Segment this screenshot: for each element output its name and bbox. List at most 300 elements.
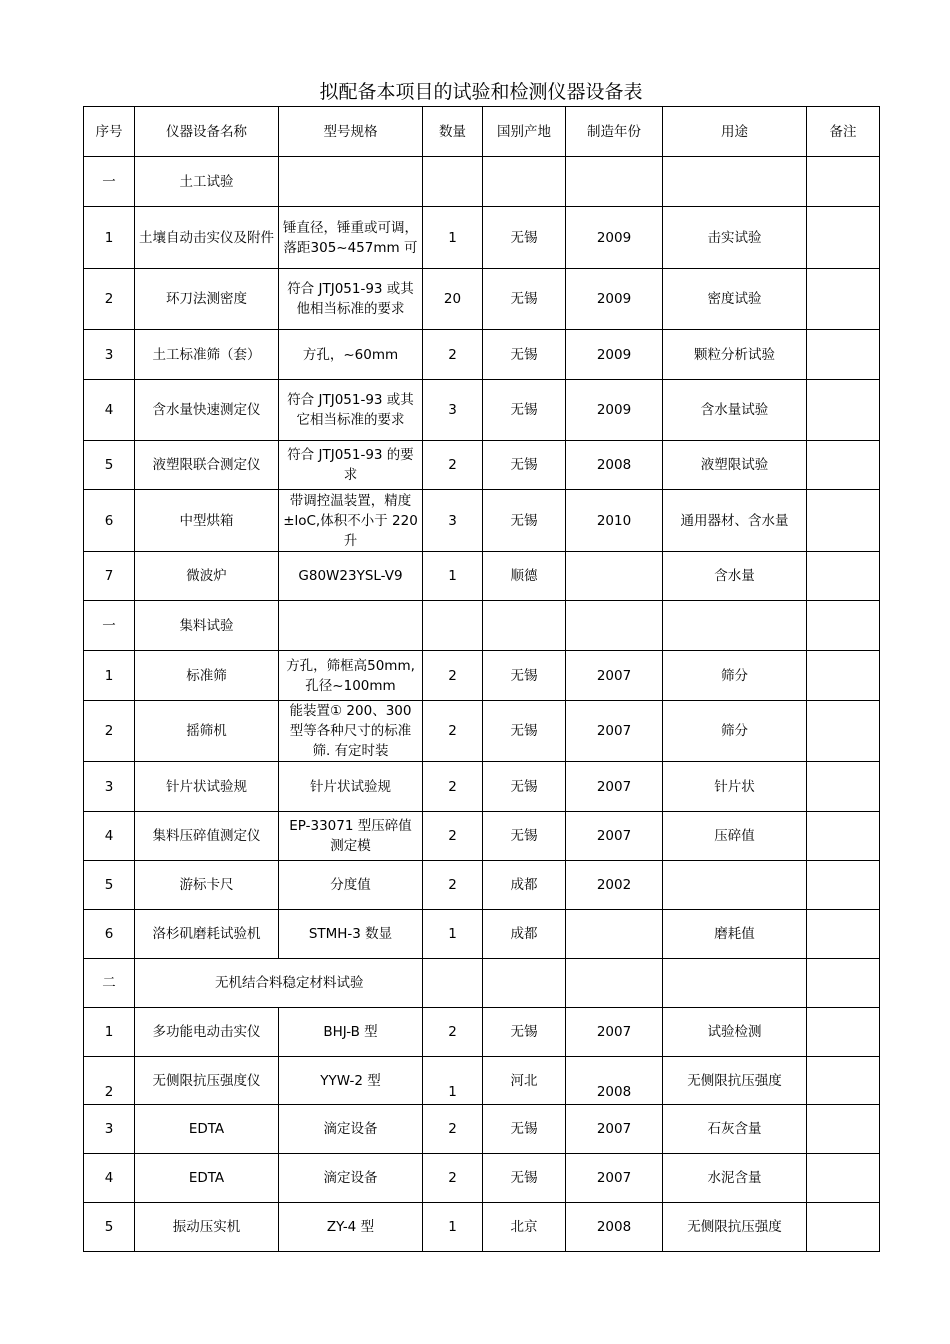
cell-qty-text: 1: [448, 568, 457, 584]
cell-name: [135, 651, 279, 701]
cell-qty-text: 2: [448, 1024, 457, 1040]
cell-use-text: 密度试验: [707, 291, 762, 307]
cell-qty-text: 2: [448, 667, 457, 684]
cell-no: [84, 1105, 135, 1154]
cell-qty: [423, 910, 483, 959]
cell-use: [663, 1203, 807, 1252]
empty-cell: [483, 601, 566, 651]
cell-spec-text: 符合 JTJ051-93 或其它相当标准的要求: [287, 392, 414, 428]
cell-no: [84, 1057, 135, 1105]
cell-name-text: 土工标准筛（套）: [152, 346, 261, 363]
cell-use-text: 无侧限抗压强度: [687, 1072, 782, 1089]
cell-year: [566, 701, 663, 762]
empty-cell: [423, 959, 483, 1008]
cell-origin: [483, 269, 566, 330]
cell-spec: [279, 701, 423, 762]
cell-year: [566, 441, 663, 490]
table-row: [84, 330, 880, 380]
cell-year: [566, 207, 663, 269]
cell-use-text: 液塑限试验: [700, 457, 769, 473]
cell-note: [807, 552, 880, 601]
cell-qty: [423, 330, 483, 380]
cell-year: [566, 861, 663, 910]
cell-origin-text: 无锡: [510, 1121, 538, 1137]
cell-qty: [423, 269, 483, 330]
header-cell-name: 仪器设备名称: [135, 107, 279, 157]
cell-qty-text: 2: [448, 828, 457, 844]
cell-note: [807, 861, 880, 910]
cell-origin: [483, 1057, 566, 1105]
cell-name: [135, 490, 279, 552]
table-row: [84, 207, 880, 269]
cell-year: [566, 1057, 663, 1105]
cell-note: [807, 1203, 880, 1252]
cell-year: [566, 762, 663, 812]
cell-name: [135, 207, 279, 269]
cell-use: [663, 812, 807, 861]
cell-note: [807, 910, 880, 959]
cell-qty: [423, 552, 483, 601]
cell-no-text: 3: [104, 778, 114, 795]
cell-origin-text: 无锡: [510, 778, 538, 795]
table-row: [84, 1154, 880, 1203]
cell-origin: [483, 441, 566, 490]
empty-cell: [807, 157, 880, 207]
cell-origin: [483, 1105, 566, 1154]
cell-no-text: 2: [104, 1084, 114, 1100]
cell-qty: [423, 812, 483, 861]
cell-use: [663, 330, 807, 380]
cell-no-text: 5: [104, 1219, 114, 1235]
cell-no-text: 2: [104, 291, 114, 307]
cell-year-text: 2008: [596, 1219, 632, 1235]
cell-note: [807, 490, 880, 552]
cell-no: [84, 441, 135, 490]
cell-use-text: 通用器材、含水量: [680, 512, 789, 529]
cell-note: [807, 812, 880, 861]
cell-use: [663, 552, 807, 601]
cell-year: [566, 330, 663, 380]
cell-year-text: 2009: [596, 291, 632, 307]
table-row: [84, 701, 880, 762]
cell-origin-text: 河北: [510, 1072, 538, 1089]
cell-spec: [279, 861, 423, 910]
header-cell-qty: 数量: [423, 107, 483, 157]
section-number: 一: [84, 157, 135, 207]
cell-no: [84, 552, 135, 601]
cell-spec: [279, 1008, 423, 1057]
cell-use-text: 压碎值: [714, 828, 755, 844]
cell-name-text: 含水量快速测定仪: [152, 402, 261, 418]
cell-spec: [279, 269, 423, 330]
cell-spec: [279, 441, 423, 490]
cell-spec: [279, 330, 423, 380]
cell-year: [566, 910, 663, 959]
cell-qty: [423, 1105, 483, 1154]
cell-origin-text: 成都: [510, 877, 538, 893]
cell-spec-text: 方孔，~60mm: [302, 346, 399, 363]
cell-name: [135, 1105, 279, 1154]
cell-qty-text: 1: [448, 1219, 457, 1235]
cell-spec: [279, 762, 423, 812]
cell-origin-text: 无锡: [510, 723, 538, 739]
cell-spec-text: EP-33071 型压碎值测定模: [289, 818, 412, 854]
cell-name-text: 多功能电动击实仪: [152, 1024, 261, 1040]
cell-no: [84, 380, 135, 441]
cell-origin: [483, 762, 566, 812]
cell-qty-text: 2: [448, 457, 457, 473]
header-cell-year: 制造年份: [566, 107, 663, 157]
cell-qty-text: 2: [448, 1121, 457, 1137]
cell-year: [566, 812, 663, 861]
cell-year-text: 2007: [596, 667, 632, 684]
cell-spec: [279, 1203, 423, 1252]
cell-no: [84, 701, 135, 762]
cell-spec-text: 能装置① 200、300 型等各种尺寸的标准筛. 有定时装: [289, 703, 412, 759]
cell-qty-text: 3: [448, 512, 457, 529]
cell-no: [84, 651, 135, 701]
section-title: 土工试验: [135, 157, 279, 207]
cell-note: [807, 380, 880, 441]
cell-note: [807, 269, 880, 330]
cell-no-text: 6: [104, 926, 114, 942]
header-cell-origin: 国别产地: [483, 107, 566, 157]
cell-name-text: 环刀法测密度: [166, 291, 247, 307]
cell-use: [663, 490, 807, 552]
cell-name: [135, 812, 279, 861]
table-row: [84, 861, 880, 910]
cell-no-text: 7: [104, 568, 114, 584]
cell-spec-text: ZY-4 型: [326, 1219, 375, 1235]
cell-qty: [423, 762, 483, 812]
cell-no: [84, 490, 135, 552]
cell-qty-text: 2: [448, 778, 457, 795]
cell-spec: [279, 651, 423, 701]
cell-origin: [483, 380, 566, 441]
cell-use: [663, 269, 807, 330]
cell-spec: [279, 910, 423, 959]
cell-use: [663, 207, 807, 269]
empty-cell: [566, 157, 663, 207]
empty-cell: [279, 601, 423, 651]
cell-name-text: 集料压碎值测定仪: [152, 828, 261, 844]
section-row: [84, 157, 880, 207]
empty-cell: [423, 157, 483, 207]
cell-name-text: 振动压实机: [172, 1219, 241, 1235]
cell-no-text: 4: [104, 828, 114, 844]
cell-origin-text: 北京: [510, 1219, 538, 1235]
cell-use: [663, 651, 807, 701]
table-row: [84, 552, 880, 601]
cell-use-text: 筛分: [721, 723, 748, 739]
cell-year-text: 2007: [596, 1170, 632, 1186]
cell-name-text: 标准筛: [186, 667, 227, 684]
cell-use-text: 无侧限抗压强度: [687, 1219, 782, 1235]
cell-spec-text: 滴定设备: [323, 1121, 378, 1137]
cell-name-text: 无侧限抗压强度仪: [152, 1072, 261, 1089]
cell-origin-text: 无锡: [510, 291, 538, 307]
cell-name-text: 洛杉矶磨耗试验机: [152, 926, 261, 942]
cell-spec-text: 方孔，筛框高50mm,孔径~100mm: [286, 657, 415, 694]
cell-name: [135, 552, 279, 601]
empty-cell: [663, 959, 807, 1008]
section-number: 一: [84, 601, 135, 651]
cell-origin: [483, 1154, 566, 1203]
cell-no-text: 3: [104, 346, 114, 363]
cell-year-text: 2010: [596, 512, 632, 529]
empty-cell: [807, 959, 880, 1008]
cell-qty-text: 1: [448, 1084, 457, 1100]
cell-no: [84, 1008, 135, 1057]
cell-year: [566, 380, 663, 441]
cell-use-text: 石灰含量: [707, 1121, 762, 1137]
cell-name: [135, 1057, 279, 1105]
cell-note: [807, 1057, 880, 1105]
cell-no: [84, 269, 135, 330]
cell-qty: [423, 441, 483, 490]
cell-note: [807, 651, 880, 701]
cell-origin: [483, 701, 566, 762]
cell-year-text: 2007: [596, 778, 632, 795]
cell-no-text: 1: [104, 1024, 114, 1040]
cell-name: [135, 762, 279, 812]
cell-use-text: 针片状: [714, 778, 755, 795]
empty-cell: [663, 157, 807, 207]
cell-no-text: 6: [104, 512, 114, 529]
cell-origin-text: 无锡: [510, 667, 538, 684]
cell-qty-text: 2: [448, 723, 457, 739]
cell-use: [663, 910, 807, 959]
cell-no-text: 5: [104, 457, 114, 473]
cell-origin-text: 无锡: [510, 512, 538, 529]
cell-year: [566, 552, 663, 601]
cell-name-text: 游标卡尺: [179, 877, 234, 893]
cell-use: [663, 1008, 807, 1057]
cell-note: [807, 207, 880, 269]
cell-qty: [423, 1057, 483, 1105]
cell-year-text: 2008: [596, 1084, 632, 1100]
empty-cell: [423, 601, 483, 651]
cell-name-text: 微波炉: [186, 568, 227, 584]
cell-name: [135, 330, 279, 380]
cell-no-text: 4: [104, 402, 114, 418]
cell-spec-text: 针片状试验规: [310, 778, 391, 795]
cell-qty-text: 2: [448, 877, 457, 893]
cell-use: [663, 762, 807, 812]
header-cell-note: 备注: [807, 107, 880, 157]
cell-origin: [483, 910, 566, 959]
cell-year: [566, 490, 663, 552]
cell-no: [84, 812, 135, 861]
cell-use-text: 击实试验: [707, 229, 762, 246]
cell-use-text: 含水量试验: [700, 402, 769, 418]
cell-no: [84, 1203, 135, 1252]
cell-name-text: 液塑限联合测定仪: [152, 457, 261, 473]
cell-year-text: 2009: [596, 402, 632, 418]
cell-origin: [483, 651, 566, 701]
cell-no-text: 3: [104, 1121, 114, 1137]
cell-origin-text: 无锡: [510, 828, 538, 844]
cell-name: [135, 380, 279, 441]
table-row: [84, 441, 880, 490]
cell-no: [84, 1154, 135, 1203]
empty-cell: [483, 959, 566, 1008]
page-title: 拟配备本项目的试验和检测仪器设备表: [319, 81, 643, 103]
cell-name: [135, 861, 279, 910]
cell-use: [663, 1154, 807, 1203]
cell-qty-text: 3: [448, 402, 457, 418]
table-row: [84, 490, 880, 552]
cell-origin: [483, 552, 566, 601]
cell-origin-text: 无锡: [510, 229, 538, 246]
cell-use-text: 颗粒分析试验: [694, 346, 775, 363]
cell-qty: [423, 861, 483, 910]
cell-spec-text: YYW-2 型: [320, 1072, 381, 1089]
cell-use-text: 磨耗值: [714, 926, 755, 942]
cell-name-text: EDTA: [188, 1121, 225, 1137]
cell-year-text: 2007: [596, 1024, 632, 1040]
header-cell-spec: 型号规格: [279, 107, 423, 157]
cell-year: [566, 269, 663, 330]
cell-note: [807, 1154, 880, 1203]
table-row: [84, 651, 880, 701]
cell-spec: [279, 1154, 423, 1203]
cell-use: [663, 441, 807, 490]
cell-no-text: 5: [104, 877, 114, 893]
cell-name: [135, 269, 279, 330]
table-row: [84, 762, 880, 812]
cell-note: [807, 1008, 880, 1057]
cell-qty: [423, 490, 483, 552]
cell-no-text: 1: [104, 667, 114, 684]
cell-spec-text: STMH-3 数显: [308, 926, 393, 942]
cell-origin-text: 无锡: [510, 1170, 538, 1186]
cell-name: [135, 701, 279, 762]
cell-qty: [423, 207, 483, 269]
cell-origin-text: 无锡: [510, 346, 538, 363]
cell-qty: [423, 1008, 483, 1057]
cell-year: [566, 1008, 663, 1057]
cell-spec-text: 分度值: [330, 877, 371, 893]
cell-origin: [483, 1203, 566, 1252]
cell-name: [135, 1203, 279, 1252]
cell-spec: [279, 552, 423, 601]
cell-origin: [483, 812, 566, 861]
cell-use: [663, 1057, 807, 1105]
empty-cell: [483, 157, 566, 207]
cell-qty: [423, 1154, 483, 1203]
section-row: [84, 601, 880, 651]
cell-spec: [279, 1057, 423, 1105]
header-row: [84, 107, 880, 157]
cell-spec-text: BHJ-B 型: [323, 1024, 378, 1040]
cell-origin: [483, 490, 566, 552]
table-row: [84, 812, 880, 861]
cell-year-text: 2007: [596, 828, 632, 844]
cell-spec: [279, 207, 423, 269]
cell-name: [135, 1008, 279, 1057]
cell-note: [807, 330, 880, 380]
cell-use: [663, 861, 807, 910]
cell-year-text: 2009: [596, 229, 632, 246]
cell-no: [84, 861, 135, 910]
cell-no-text: 2: [104, 723, 114, 739]
cell-qty: [423, 380, 483, 441]
cell-qty: [423, 1203, 483, 1252]
table-row: [84, 380, 880, 441]
cell-no-text: 1: [104, 229, 114, 246]
cell-name-text: 中型烘箱: [179, 512, 234, 529]
cell-year-text: 2007: [596, 1121, 632, 1137]
cell-no: [84, 330, 135, 380]
cell-spec-text: 滴定设备: [323, 1170, 378, 1186]
cell-name: [135, 910, 279, 959]
cell-spec-text: 带调控温装置，精度±loC,体积不小于 220升: [283, 492, 418, 549]
table-row: [84, 1008, 880, 1057]
table-row: [84, 910, 880, 959]
table-row: [84, 1105, 880, 1154]
cell-spec-text: 符合 JTJ051-93 或其他相当标准的要求: [287, 281, 414, 317]
cell-note: [807, 762, 880, 812]
table-row: [84, 1057, 880, 1105]
header-cell-use: 用途: [663, 107, 807, 157]
cell-origin-text: 顺德: [510, 568, 538, 584]
cell-no: [84, 762, 135, 812]
cell-use: [663, 380, 807, 441]
cell-year-text: 2002: [596, 877, 632, 893]
cell-year: [566, 651, 663, 701]
cell-use-text: 筛分: [721, 667, 748, 684]
cell-year-text: 2008: [596, 457, 632, 473]
cell-use: [663, 1105, 807, 1154]
cell-year-text: 2009: [596, 346, 632, 363]
empty-cell: [279, 157, 423, 207]
equipment-table: [83, 106, 880, 1252]
section-number: 二: [84, 959, 135, 1008]
cell-qty-text: 2: [448, 346, 457, 363]
cell-spec-text: 符合 JTJ051-93 的要求: [287, 447, 414, 483]
cell-use-text: 含水量: [714, 568, 755, 584]
cell-qty-text: 1: [448, 926, 457, 942]
cell-year-text: 2007: [596, 723, 632, 739]
cell-spec: [279, 380, 423, 441]
cell-qty: [423, 701, 483, 762]
cell-spec: [279, 490, 423, 552]
cell-year: [566, 1203, 663, 1252]
cell-no: [84, 910, 135, 959]
cell-origin: [483, 330, 566, 380]
table-row: [84, 269, 880, 330]
cell-qty-text: 2: [448, 1170, 457, 1186]
cell-origin-text: 成都: [510, 926, 538, 942]
cell-spec: [279, 812, 423, 861]
cell-qty-text: 1: [448, 229, 457, 246]
cell-year: [566, 1154, 663, 1203]
cell-name: [135, 1154, 279, 1203]
cell-origin: [483, 861, 566, 910]
cell-note: [807, 1105, 880, 1154]
cell-no: [84, 207, 135, 269]
empty-cell: [663, 601, 807, 651]
cell-note: [807, 441, 880, 490]
empty-cell: [566, 601, 663, 651]
cell-origin-text: 无锡: [510, 1024, 538, 1040]
empty-cell: [807, 601, 880, 651]
cell-spec-text: G80W23YSL-V9: [298, 568, 403, 584]
cell-name-text: 针片状试验规: [166, 778, 247, 795]
cell-use-text: 试验检测: [707, 1024, 762, 1040]
cell-origin: [483, 207, 566, 269]
